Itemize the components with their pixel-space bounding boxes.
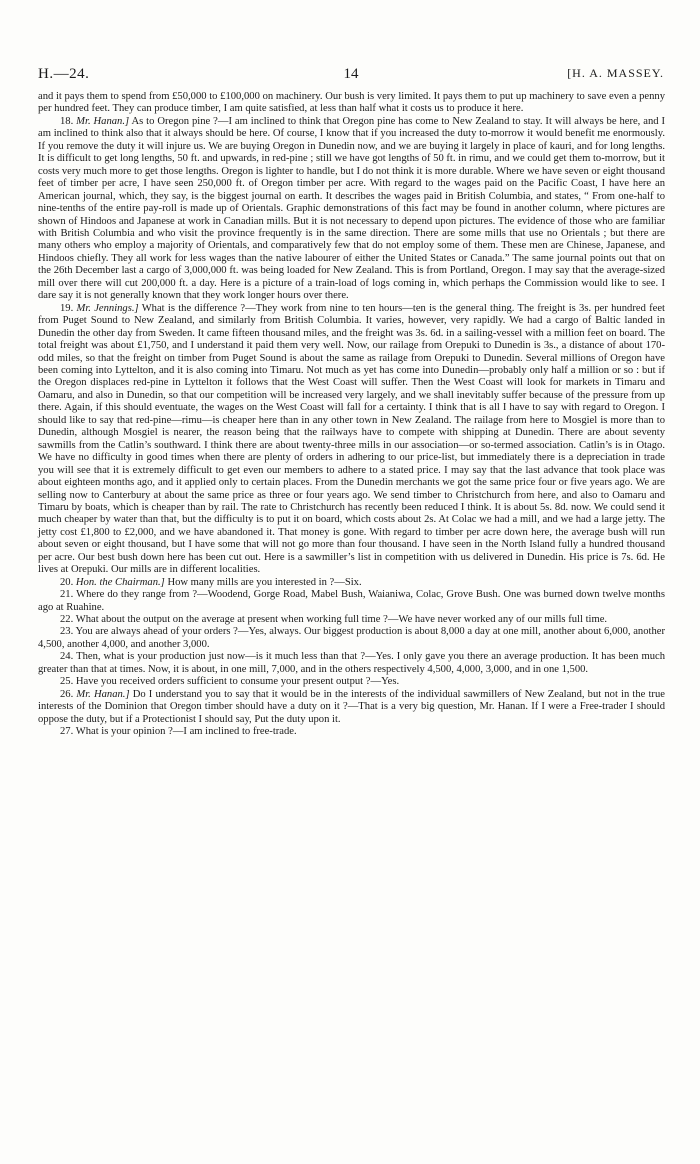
paragraph-text: As to Oregon pine ?—I am inclined to think that Oregon pine has come to New Zealand to stay. It will always be here, and I am inclined to think also that it always should be here. Of course, I know that if you increased the duty to-morrow it would benefit me enormously. If you remove the duty it will injure us. We are buying Oregon in Dunedin now, and we are buying it largely in place of kauri, and for long lengths. It is difficult to get long lengths, 50 ft. and upwards, in red-pine ; still we have got lengths of 50 ft. in rimu, and we could get them to-morrow, but it costs very much more to get those lengths. Oregon is lighter to handle, but I do not think it is more durable. Where we have seven or eight thousand feet of timber per acre, I have seen 250,000 ft. of Oregon timber per acre. With regard to the wages paid on the Pacific Coast, I have here an American journal, which, they say, is the biggest journal on earth. It describes the wages paid in British Columbia, and states, “ From one-half to nine-tenths of the entire pay-roll is made up of Orientals. Graphic demonstrations of this fact may be found in another column, where pictures are shown of Hindoos and Japanese at work in Canadian mills. But it is not necessary to depend upon pictures. The evidence of those who are familiar with British Columbia and who visit the province frequently is in the same direction. There are some mills that use no Orientals ; but there are many others who employ a majority of Orientals, and comparatively few that do not employ some of them. These men are Chinese, Japanese, and Hindoos chiefly. They all work for less wages than the native labourer of either the United States or Canada.” The same journal points out that on the 26th December last a cargo of 3,000,000 ft. was being loaded for New Zealand. This is from Portland, Oregon. I may say that the average-sized mill over there will cut 200,000 ft. a day. Here is a picture of a train-load of logs coming in, which perhaps the Commission would like to see. I dare say it is not generally known that they work longer hours over there. xyxy=(38,115,665,302)
paragraph-24 xyxy=(38,651,665,676)
question-number: 18. xyxy=(60,115,74,127)
paragraph-23 xyxy=(38,626,665,651)
question-number: 25. xyxy=(60,676,74,688)
question-number: 19. xyxy=(60,302,74,314)
question-number: 23. xyxy=(60,626,74,638)
question-number: 24. xyxy=(60,651,74,663)
paragraph-continued: and it pays them to spend from £50,000 to £100,000 on machinery. Our bush is very limited. It pays them to put up machinery to save even a penny per hundred feet. They can produce timber, I am quite satisfied, at less than half what it costs us to produce it here. xyxy=(38,91,665,115)
speaker: Mr. Jennings.] xyxy=(76,302,139,314)
paragraph-text: Then, what is your production just now—is it much less than that ?—Yes. I only gave you there an average production. It has been much greater than that at times. Now, it is about, in one mill, 7,000, and in the others respectively 4,500, 4,000, 3,000, and in one 1,500. xyxy=(38,651,666,675)
document-body xyxy=(38,91,665,739)
paragraph-25 xyxy=(38,676,665,688)
speaker: Hon. the Chairman.] xyxy=(75,576,165,588)
paragraph-19 xyxy=(38,303,665,577)
question-number: 22. xyxy=(60,614,74,626)
question-number: 26. xyxy=(60,688,74,700)
paragraph-text: Have you received orders sufficient to consume your present output ?—Yes. xyxy=(75,676,400,688)
paragraph-text: You are always ahead of your orders ?—Yes, always. Our biggest production is about 8,000 a day at one mill, another about 6,000, another 4,500, another 4,000, and another 3,000. xyxy=(38,626,665,650)
speaker: Mr. Hanan.] xyxy=(76,688,130,700)
speaker: Mr. Hanan.] xyxy=(76,115,130,127)
paragraph-text: What about the output on the average at present when working full time ?—We have never worked any of our mills full time. xyxy=(75,614,608,626)
paragraph-22 xyxy=(38,614,665,626)
paragraph-text: Do I understand you to say that it would be in the interests of the individual sawmillers of New Zealand, but not in the true interests of the Dominion that Oregon timber should have a duty on it ?—That is a very big question, Mr. Hanan. If I were a Free-trader I should oppose the duty, but if a Protectionist I should say, Put the duty upon it. xyxy=(38,688,665,725)
report-code: H.—24. xyxy=(38,66,90,82)
paragraph-27 xyxy=(38,726,665,738)
paragraph-21 xyxy=(38,589,665,614)
paragraph-text: What is the difference ?—They work from nine to ten hours—ten is the general thing. The freight is 3s. per hundred feet from Puget Sound to New Zealand, and similarly from British Columbia. It varies, however, very rapidly. We had a cargo of Baltic landed in Dunedin the other day from Sweden. It came fifteen thousand miles, and the freight was 3s. 6d. in a sailing-vessel with a million feet on board. The total freight was about £1,750, and I understand it paid them very well. Now, our railage from Orepuki to Dunedin is 3s., a distance of about 170-odd miles, so that the freight on timber from Puget Sound is about the same as railage from Orepuki to Dunedin. Several millions of Oregon have been coming into Lyttelton, and it is also coming into Timaru. Not much as yet has come into Dunedin—probably only half a million or so : but if the Oregon displaces red-pine in Lyttelton it follows that the West Coast will suffer. Then the West Coast will look for markets in Timaru and Oamaru, and also in Dunedin, so that our competition will be increased very largely, and we shall inevitably suffer because of the pressure from up there. Again, if this should eventuate, the wages on the West Coast will fall for a certainty. I think that is all I have to say with regard to Oregon. I should like to say that red-pine—rimu—is cheaper here than in any other town in New Zealand. The railage from here to Mosgiel is more than to Dunedin, although Mosgiel is nearer, the reason being that the railways have to compete with shipping at Dunedin. There are about seventy sawmills from the Catlin’s southward. I think there are about twenty-three mills in our association—or so-termed association. Catlin’s is in Otago. We have no difficulty in good times when there are plenty of orders in adhering to our price-list, but immediately there is a depreciation in trade you will see that it is extremely difficult to get even our members to adhere to a stated price. I may say that the last advance that took place was about eighteen months ago, and it applied only to certain places. From the Dunedin merchants we got the same price four or five years ago. We are selling now to Canterbury at about the same price as three or four years ago. We send timber to Christchurch from here, and also to Oamaru and Timaru by boats, which is cheaper than by rail. The rate to Christchurch has recently been reduced I think. It is about 5s. 8d. now. We could send it much cheaper by water than that, but the difficulty is to put it on board, which costs about 2s. At Colac we had a mill, and we had a large jetty. The jetty cost £1,800 to £2,000, and we have abandoned it. That money is gone. With regard to timber per acre down here, the average bush will run about seven or eight thousand, but I have some that will not go more than four thousand. I have seen in the North Island fully a hundred thousand per acre. Our best bush down here has been cut out. Here is a sawmiller’s list in competition with us delivered in Dunedin. His price is 7s. 6d. He lives at Orepuki. Our mills are in different localities. xyxy=(38,302,665,576)
page-header xyxy=(38,66,664,88)
paragraph-18 xyxy=(38,116,665,303)
question-number: 20. xyxy=(60,576,74,588)
paragraph-26 xyxy=(38,689,665,726)
witness-name: [H. A. MASSEY. xyxy=(567,66,664,80)
paragraph-20 xyxy=(38,577,665,589)
paragraph-text: Where do they range from ?—Woodend, Gorge Road, Mabel Bush, Waianiwa, Colac, Grove Bush. One was burned down twelve months ago at Ruahine. xyxy=(38,589,665,613)
page-number: 14 xyxy=(343,66,359,82)
paragraph-text: What is your opinion ?—I am inclined to free-trade. xyxy=(75,726,297,738)
question-number: 27. xyxy=(60,726,74,738)
paragraph-text: How many mills are you interested in ?—Six. xyxy=(167,576,362,588)
question-number: 21. xyxy=(60,589,74,601)
